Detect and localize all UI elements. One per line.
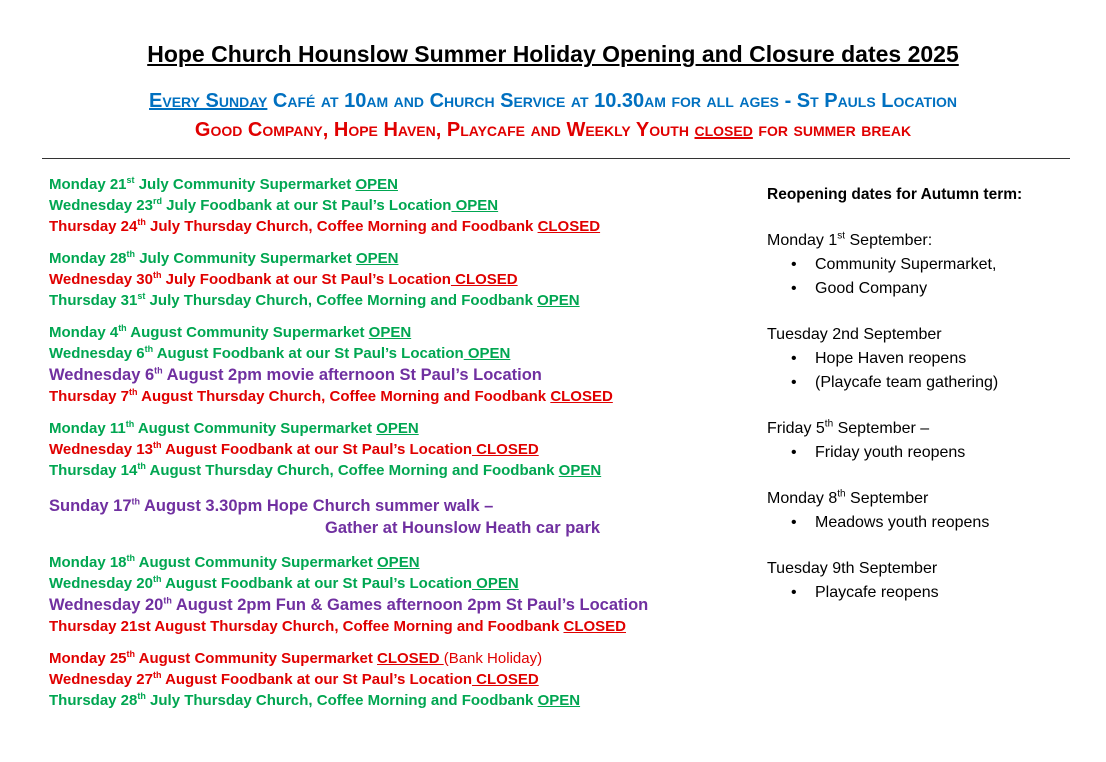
status-closed: CLOSED <box>550 388 613 405</box>
reopening-day-4 <box>767 487 1087 535</box>
reopening-items <box>767 441 1087 465</box>
schedule-line <box>49 290 749 311</box>
line-text: July Thursday Church, Coffee Morning and Foodbank <box>145 292 538 309</box>
date-text: Monday 1 <box>767 232 838 249</box>
line-text: Thursday 24 <box>49 218 138 235</box>
list-item: • Friday youth reopens <box>815 441 1087 465</box>
schedule-line <box>49 248 749 269</box>
ordinal: th <box>154 365 163 376</box>
reopening-date <box>767 417 1087 441</box>
event-line <box>49 364 749 386</box>
schedule-line <box>49 616 749 637</box>
date-text: September – <box>833 420 930 437</box>
ordinal: th <box>152 574 162 584</box>
reopening-day-1 <box>767 229 1087 301</box>
line-text: August Foodbank at our St Paul’s Location <box>153 345 464 362</box>
ordinal: th <box>144 344 154 354</box>
line-text: Sunday 17 <box>49 497 132 515</box>
ordinal: th <box>126 249 136 259</box>
reopening-date <box>767 229 1087 253</box>
schedule-line <box>49 386 749 407</box>
schedule-line <box>49 269 749 290</box>
status-closed: CLOSED <box>472 671 539 688</box>
summer-break-closed: closed <box>694 119 753 141</box>
ordinal: th <box>137 461 146 471</box>
line-text: Wednesday 6 <box>49 366 155 384</box>
status-open: OPEN <box>376 420 419 437</box>
summer-break-text-end: for summer break <box>752 119 912 141</box>
line-text: Wednesday 20 <box>49 596 164 614</box>
ordinal: th <box>126 553 136 563</box>
summer-break-text: Good Company, Hope Haven, Playcafe and Weekly Youth <box>194 119 695 141</box>
line-text: Wednesday 13 <box>49 441 153 458</box>
ordinal: st <box>837 230 846 242</box>
ordinal: th <box>129 387 138 397</box>
line-text: Thursday 31 <box>49 292 138 309</box>
week-group-2 <box>49 248 749 311</box>
schedule-line <box>49 195 749 216</box>
ordinal: th <box>837 488 846 500</box>
reopening-items <box>767 253 1087 301</box>
line-text: Thursday 14 <box>49 462 138 479</box>
status-closed: CLOSED <box>537 218 601 235</box>
line-text: Monday 4 <box>49 324 119 341</box>
line-text: August Thursday Church, Coffee Morning and Foodbank <box>145 462 559 479</box>
reopening-heading: Reopening dates for Autumn term: <box>767 186 1023 203</box>
divider <box>42 158 1070 159</box>
ordinal: th <box>137 691 146 701</box>
line-text: August 2pm Fun & Games afternoon 2pm St Paul’s Location <box>171 596 649 614</box>
status-open: OPEN <box>537 692 581 709</box>
line-text: Thursday 21st August Thursday Church, Coffee Morning and Foodbank <box>49 618 564 635</box>
line-text: July Thursday Church, Coffee Morning and Foodbank <box>145 218 538 235</box>
line-text: Wednesday 30 <box>49 271 153 288</box>
bank-holiday-note: (Bank Holiday) <box>443 650 543 667</box>
ordinal: st <box>137 291 146 301</box>
status-open: OPEN <box>537 292 580 309</box>
sunday-service-text: Café at 10am and Church Service at 10.30am for all ages - St Pauls Location <box>267 90 957 112</box>
summer-walk-group <box>49 495 749 539</box>
date-text: September <box>845 490 929 507</box>
ordinal: st <box>126 175 135 185</box>
ordinal: th <box>118 323 127 333</box>
reopening-panel <box>767 183 1087 627</box>
date-text: Monday 8 <box>767 490 838 507</box>
reopening-date: Tuesday 2nd September <box>767 326 942 343</box>
line-text: Monday 25 <box>49 650 127 667</box>
line-text: Monday 28 <box>49 250 127 267</box>
event-line <box>49 517 749 539</box>
event-line <box>49 495 749 517</box>
status-closed: CLOSED <box>563 618 626 635</box>
schedule-line <box>49 690 749 711</box>
ordinal: th <box>137 217 146 227</box>
line-text: August Community Supermarket <box>134 420 377 437</box>
line-text: Monday 21 <box>49 176 127 193</box>
line-text: July Community Supermarket <box>134 176 356 193</box>
event-line <box>49 594 749 616</box>
week-group-7 <box>49 648 749 711</box>
line-text: August 3.30pm Hope Church summer walk – <box>140 497 494 515</box>
schedule-line <box>49 552 749 573</box>
status-closed: CLOSED <box>472 441 539 458</box>
week-group-1 <box>49 174 749 237</box>
line-text: Thursday 7 <box>49 388 130 405</box>
ordinal: th <box>824 418 834 430</box>
status-closed: CLOSED <box>450 271 518 288</box>
status-open: OPEN <box>377 554 420 571</box>
list-item: • Playcafe reopens <box>815 581 1087 605</box>
list-item: • Hope Haven reopens <box>815 347 1087 371</box>
line-text: August Foodbank at our St Paul’s Location <box>161 575 473 592</box>
date-text: Friday 5 <box>767 420 825 437</box>
status-open: OPEN <box>368 324 412 341</box>
schedule-list <box>49 174 749 722</box>
line-text: August Community Supermarket <box>135 650 378 667</box>
reopening-date <box>767 487 1087 511</box>
status-open: OPEN <box>355 176 398 193</box>
schedule-line <box>49 322 749 343</box>
list-item: • Good Company <box>815 277 1087 301</box>
ordinal: th <box>126 649 136 659</box>
schedule-line <box>49 573 749 594</box>
line-text: Wednesday 27 <box>49 671 153 688</box>
schedule-line <box>49 460 749 481</box>
ordinal: th <box>163 595 172 606</box>
line-text: Wednesday 20 <box>49 575 153 592</box>
schedule-line <box>49 418 749 439</box>
summer-break-banner <box>0 119 1106 142</box>
reopening-items <box>767 581 1087 605</box>
reopening-items <box>767 511 1087 535</box>
line-text: Thursday 28 <box>49 692 138 709</box>
line-text: Gather at Hounslow Heath car park <box>325 519 601 537</box>
list-item: • Community Supermarket, <box>815 253 1087 277</box>
week-group-6 <box>49 552 749 637</box>
status-closed: CLOSED <box>377 650 444 667</box>
reopening-day-5 <box>767 557 1087 605</box>
list-item: • Meadows youth reopens <box>815 511 1087 535</box>
week-group-4 <box>49 418 749 481</box>
reopening-items <box>767 347 1087 395</box>
status-open: OPEN <box>558 462 602 479</box>
line-text: August Foodbank at our St Paul’s Location <box>161 441 473 458</box>
week-group-3 <box>49 322 749 407</box>
ordinal: th <box>152 270 162 280</box>
ordinal: th <box>152 440 162 450</box>
schedule-line <box>49 439 749 460</box>
ordinal: rd <box>152 196 162 206</box>
schedule-line <box>49 174 749 195</box>
line-text: July Foodbank at our St Paul’s Location <box>161 271 451 288</box>
status-open: OPEN <box>355 250 399 267</box>
line-text: August Community Supermarket <box>126 324 369 341</box>
schedule-line <box>49 648 749 669</box>
reopening-day-3 <box>767 417 1087 465</box>
line-text: August Community Supermarket <box>135 554 378 571</box>
date-text: September: <box>845 232 933 249</box>
ordinal: th <box>152 670 162 680</box>
line-text: Wednesday 6 <box>49 345 145 362</box>
list-item: • (Playcafe team gathering) <box>815 371 1087 395</box>
reopening-date: Tuesday 9th September <box>767 560 938 577</box>
line-text: July Foodbank at our St Paul’s Location <box>161 197 452 214</box>
line-text: July Community Supermarket <box>135 250 356 267</box>
status-open: OPEN <box>463 345 511 362</box>
page-title: Hope Church Hounslow Summer Holiday Opening and Closure dates 2025 <box>147 41 959 67</box>
status-open: OPEN <box>472 575 519 592</box>
schedule-line <box>49 669 749 690</box>
line-text: Monday 11 <box>49 420 126 437</box>
reopening-day-2 <box>767 323 1087 395</box>
ordinal: th <box>131 496 141 507</box>
schedule-line <box>49 216 749 237</box>
line-text: Wednesday 23 <box>49 197 153 214</box>
status-open: OPEN <box>451 197 499 214</box>
line-text: July Thursday Church, Coffee Morning and Foodbank <box>145 692 538 709</box>
line-text: August 2pm movie afternoon St Paul’s Location <box>162 366 542 384</box>
line-text: August Foodbank at our St Paul’s Location <box>161 671 473 688</box>
sunday-service-banner <box>0 90 1106 113</box>
line-text: August Thursday Church, Coffee Morning and Foodbank <box>137 388 551 405</box>
every-sunday-label: Every Sunday <box>149 90 268 112</box>
line-text: Monday 18 <box>49 554 127 571</box>
schedule-line <box>49 343 749 364</box>
ordinal: th <box>125 419 135 429</box>
